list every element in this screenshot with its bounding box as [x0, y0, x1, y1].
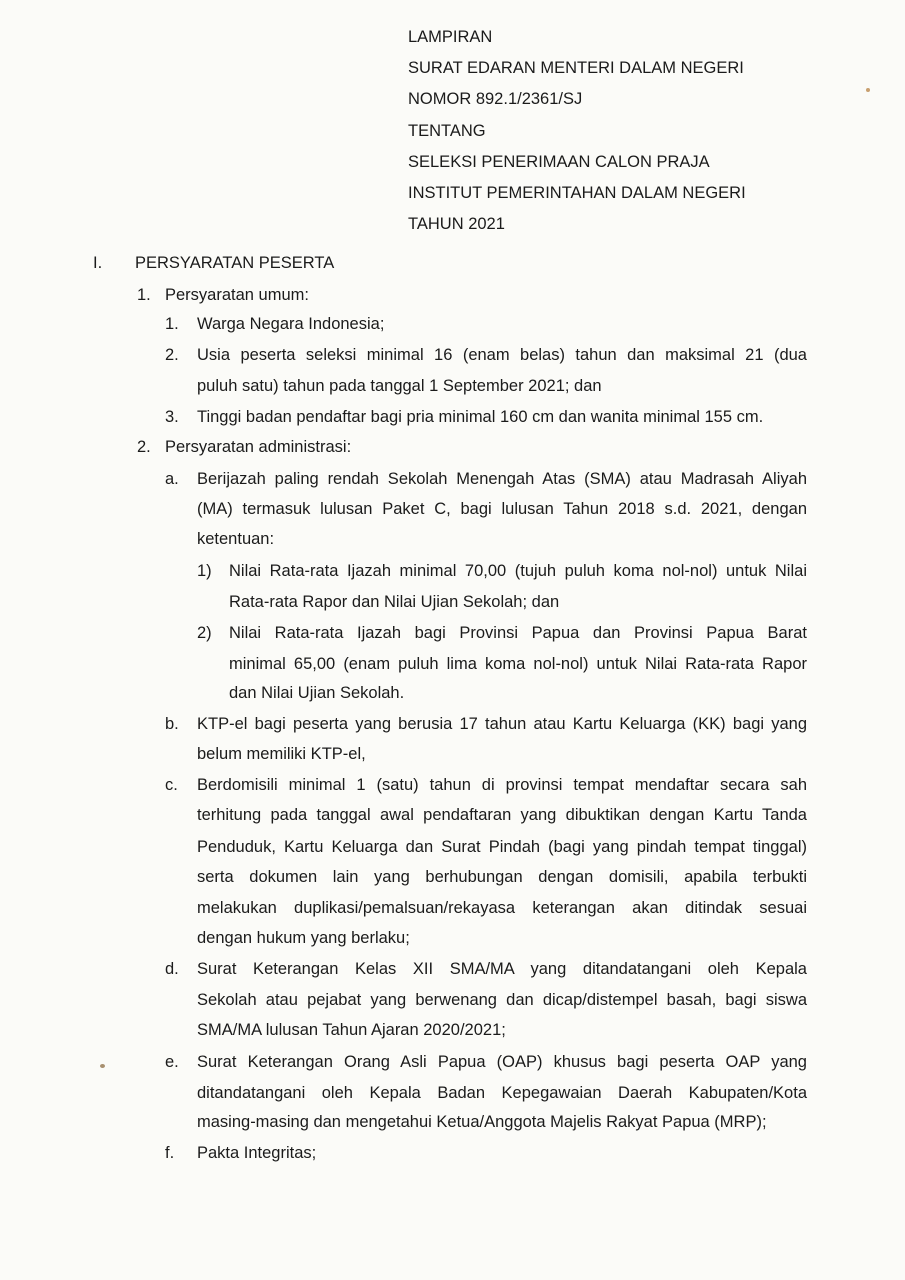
list-item: dan Nilai Ujian Sekolah. — [229, 684, 405, 702]
sub-list-number: 2) — [197, 624, 212, 642]
list-item: ditandatangani oleh Kepala Badan Kepegawaian Daerah Kabupaten/Kota — [197, 1084, 807, 1102]
list-item: Warga Negara Indonesia; — [197, 315, 385, 333]
list-item: dengan hukum yang berlaku; — [197, 929, 410, 947]
list-item: Surat Keterangan Orang Asli Papua (OAP) khusus bagi peserta OAP yang — [197, 1053, 807, 1071]
list-item: belum memiliki KTP-el, — [197, 745, 366, 763]
header-line: LAMPIRAN — [408, 28, 493, 46]
section-number: I. — [93, 254, 103, 272]
scan-speck — [866, 88, 870, 92]
list-letter: d. — [165, 960, 179, 978]
list-number: 2. — [165, 346, 179, 364]
header-line: INSTITUT PEMERINTAHAN DALAM NEGERI — [408, 183, 746, 202]
list-item: Berdomisili minimal 1 (satu) tahun di provinsi tempat mendaftar secara sah — [197, 776, 807, 794]
list-number: 3. — [165, 408, 179, 426]
list-item: Nilai Rata-rata Ijazah minimal 70,00 (tujuh puluh koma nol-nol) untuk Nilai — [229, 562, 807, 580]
subsection-title: Persyaratan umum: — [165, 286, 309, 304]
header-line: TAHUN 2021 — [408, 215, 505, 234]
list-item: melakukan duplikasi/pemalsuan/rekayasa keterangan akan ditindak sesuai — [197, 899, 807, 917]
list-item: Surat Keterangan Kelas XII SMA/MA yang ditandatangani oleh Kepala — [197, 960, 807, 978]
scan-speck — [100, 1064, 105, 1068]
attachment-header — [408, 22, 746, 240]
header-line: SELEKSI PENERIMAAN CALON PRAJA — [408, 152, 710, 171]
list-letter: c. — [165, 776, 178, 794]
list-letter: f. — [165, 1144, 175, 1162]
section-title: PERSYARATAN PESERTA — [135, 254, 335, 272]
header-line: NOMOR 892.1/2361/SJ — [408, 90, 583, 109]
list-letter: b. — [165, 715, 179, 733]
list-item: Rata-rata Rapor dan Nilai Ujian Sekolah; dan — [229, 593, 560, 611]
list-letter: a. — [165, 470, 179, 488]
list-item: Nilai Rata-rata Ijazah bagi Provinsi Papua dan Provinsi Papua Barat — [229, 624, 807, 642]
header-line: SURAT EDARAN MENTERI DALAM NEGERI — [408, 59, 744, 78]
list-item: terhitung pada tanggal awal pendaftaran yang dibuktikan dengan Kartu Tanda — [197, 806, 807, 824]
list-item: KTP-el bagi peserta yang berusia 17 tahun atau Kartu Keluarga (KK) bagi yang — [197, 715, 807, 733]
subsection-title: Persyaratan administrasi: — [165, 438, 352, 456]
list-item: puluh satu) tahun pada tanggal 1 September 2021; dan — [197, 377, 602, 395]
list-item: Tinggi badan pendaftar bagi pria minimal 160 cm dan wanita minimal 155 cm. — [197, 408, 764, 426]
list-number: 1. — [165, 315, 179, 333]
list-item: Penduduk, Kartu Keluarga dan Surat Pindah (bagi yang pindah tempat tinggal) — [197, 838, 807, 856]
header-line: TENTANG — [408, 121, 486, 140]
list-number: 1. — [137, 286, 151, 304]
list-item: ketentuan: — [197, 530, 275, 548]
list-item: SMA/MA lulusan Tahun Ajaran 2020/2021; — [197, 1021, 506, 1039]
list-item: minimal 65,00 (enam puluh lima koma nol-nol) untuk Nilai Rata-rata Rapor — [229, 655, 807, 673]
list-item: serta dokumen lain yang berhubungan dengan domisili, apabila terbukti — [197, 868, 807, 886]
list-letter: e. — [165, 1053, 179, 1071]
list-item: masing-masing dan mengetahui Ketua/Anggota Majelis Rakyat Papua (MRP); — [197, 1113, 767, 1131]
sub-list-number: 1) — [197, 562, 212, 580]
list-item: Usia peserta seleksi minimal 16 (enam belas) tahun dan maksimal 21 (dua — [197, 346, 807, 364]
list-item: (MA) termasuk lulusan Paket C, bagi lulusan Tahun 2018 s.d. 2021, dengan — [197, 500, 807, 518]
list-number: 2. — [137, 438, 151, 456]
list-item: Sekolah atau pejabat yang berwenang dan dicap/distempel basah, bagi siswa — [197, 991, 807, 1009]
list-item: Pakta Integritas; — [197, 1144, 317, 1162]
list-item: Berijazah paling rendah Sekolah Menengah Atas (SMA) atau Madrasah Aliyah — [197, 470, 807, 488]
